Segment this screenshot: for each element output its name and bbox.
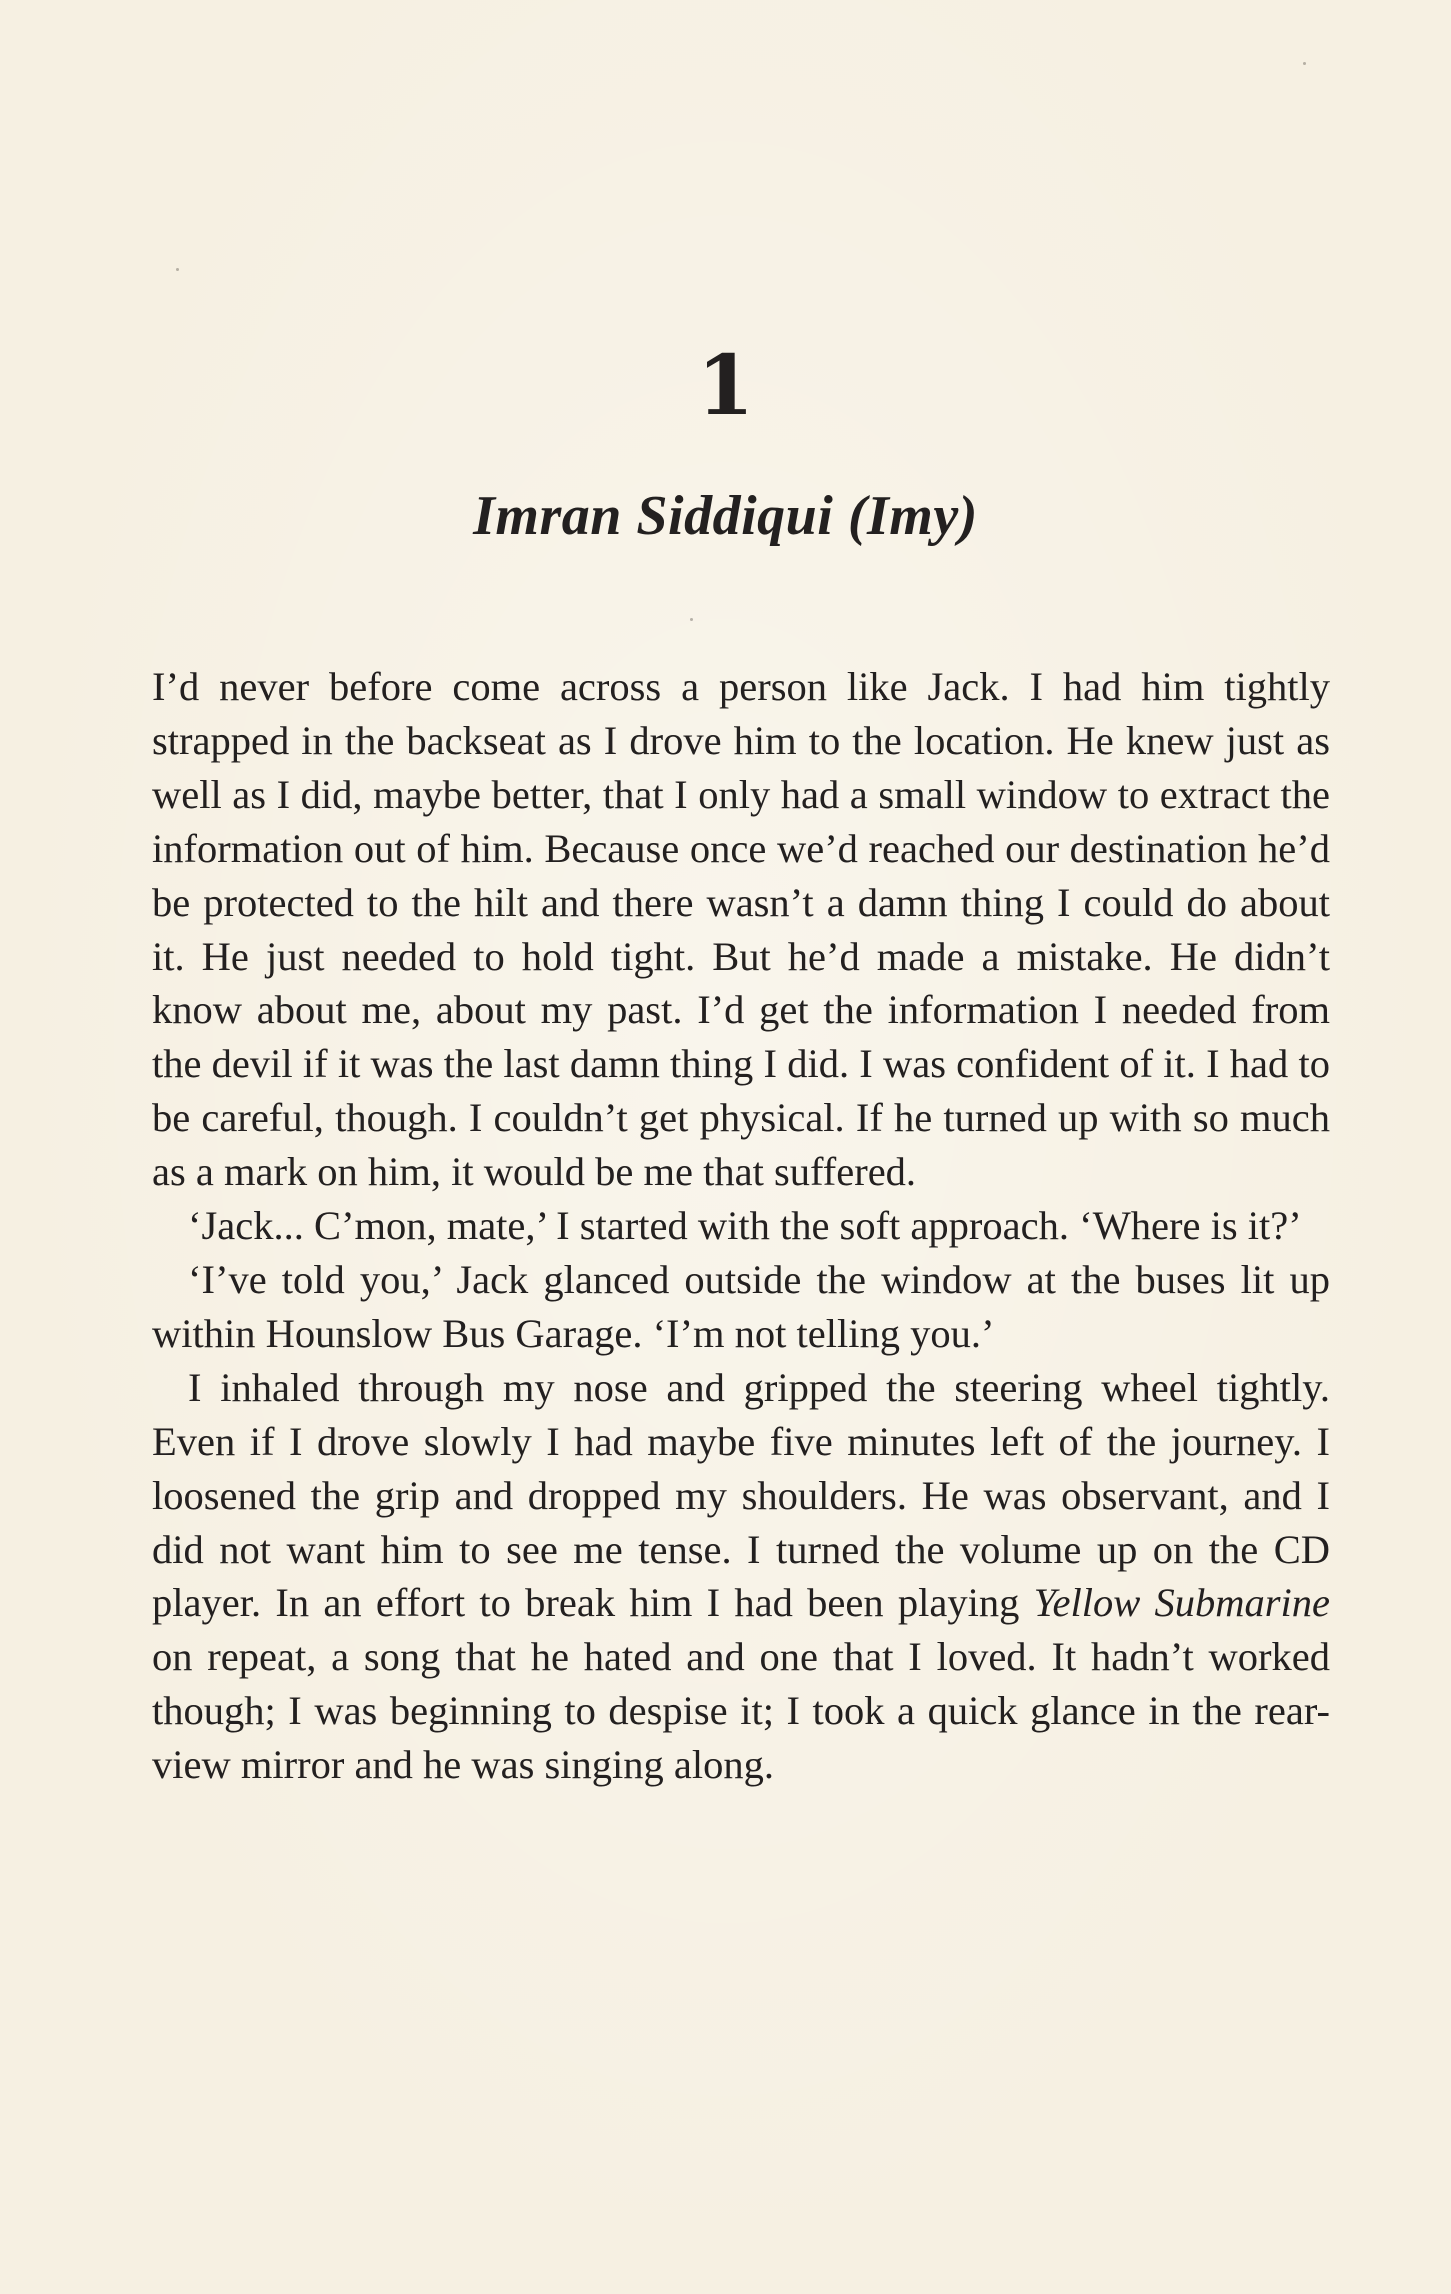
chapter-title: Imran Siddiqui (Imy) bbox=[473, 485, 978, 547]
chapter-number: 1 bbox=[696, 338, 755, 434]
paper-speck bbox=[176, 268, 179, 271]
paper-speck bbox=[690, 618, 693, 621]
paragraph: ‘I’ve told you,’ Jack glanced outside the window at the buses lit up within Hounslow Bus Garage. ‘I’m not telling you.’ bbox=[152, 1256, 1330, 1356]
paragraph-text: on repeat, a song that he hated and one that I loved. It hadn’t worked though; I was beginning to despise it; I took a quick glance in the rear-view mirror and he was singing along. bbox=[152, 1634, 1330, 1788]
paper-speck bbox=[1303, 62, 1306, 65]
paragraph bbox=[152, 1361, 1330, 1792]
paragraph: ‘Jack... C’mon, mate,’ I started with the soft approach. ‘Where is it?’ bbox=[188, 1203, 1302, 1249]
paragraph: I’d never before come across a person like Jack. I had him tightly strapped in the backseat as I drove him to the location. He knew just as well as I did, maybe better, that I only had a small window to extract the information out of him. Because once we’d reached our destination he’d be protected to the hilt and there wasn’t a damn thing I could do about it. He just needed to hold tight. But he’d made a mistake. He didn’t know about me, about my past. I’d get the information I needed from the devil if it was the last damn thing I did. I was confident of it. I had to be careful, though. I couldn’t get physical. If he turned up with so much as a mark on him, it would be me that suffered. bbox=[152, 664, 1330, 1195]
paragraph-text: I inhaled through my nose and gripped the steering wheel tightly. Even if I drove slowly I had maybe five minutes left of the journey. I loosened the grip and dropped my shoulders. He was observant, and I did not want him to see me tense. I turned the volume up on the CD player. In an effort to break him I had been playing bbox=[152, 1364, 1330, 1626]
chapter-body bbox=[152, 660, 1330, 1792]
song-title: Yellow Submarine bbox=[1033, 1580, 1330, 1626]
